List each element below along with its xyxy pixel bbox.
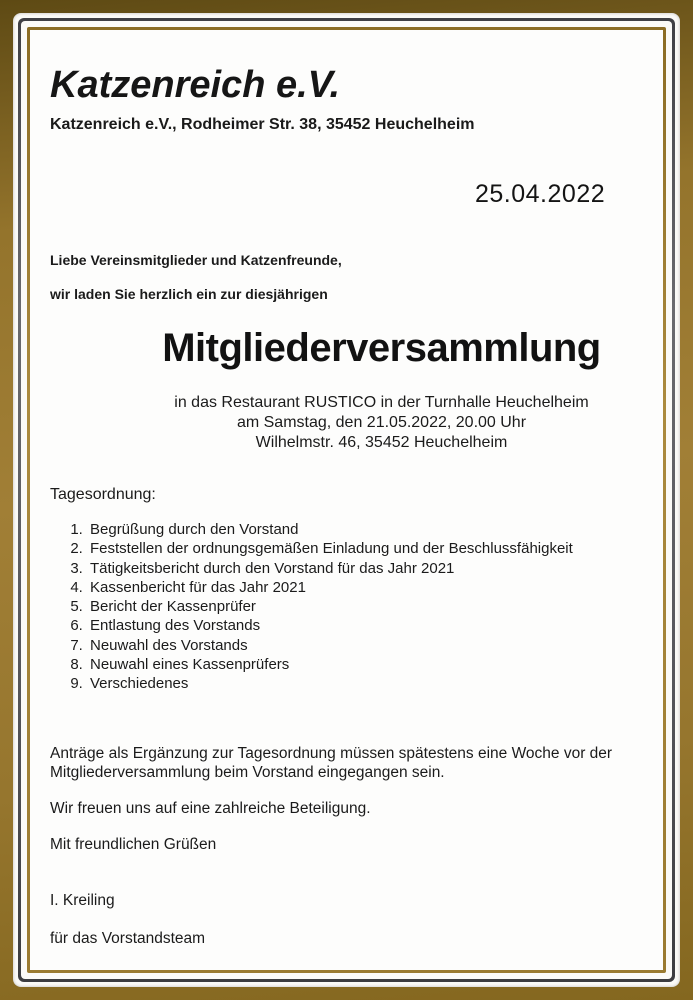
agenda-item: 5. Bericht der Kassenprüfer xyxy=(87,597,653,616)
agenda-item: 4. Kassenbericht für das Jahr 2021 xyxy=(87,578,653,597)
agenda-list xyxy=(50,520,653,694)
agenda-item: 7. Neuwahl des Vorstands xyxy=(87,636,653,655)
organization-address: Katzenreich e.V., Rodheimer Str. 38, 35452 Heuchelheim xyxy=(50,116,475,133)
agenda-item: 6. Entlastung des Vorstands xyxy=(87,616,653,635)
venue-details xyxy=(102,393,661,453)
amendments-note: Anträge als Ergänzung zur Tagesordnung müssen spätestens eine Woche vor der Mitgliederversammlung beim Vorstand eingegangen sein. xyxy=(50,745,613,781)
frame-white-band-outer xyxy=(13,13,680,987)
agenda-heading: Tagesordnung: xyxy=(50,486,156,503)
frame-gray-line xyxy=(18,18,675,982)
venue-datetime-line: am Samstag, den 21.05.2022, 20.00 Uhr xyxy=(236,414,527,431)
frame-gold-line xyxy=(27,27,666,973)
agenda-item: 3. Tätigkeitsbericht durch den Vorstand für das Jahr 2021 xyxy=(87,559,653,578)
agenda-item: 8. Neuwahl eines Kassenprüfers xyxy=(87,655,653,674)
signature-name: I. Kreiling xyxy=(50,892,115,909)
letter-page xyxy=(30,30,663,970)
meeting-title: Mitgliederversammlung xyxy=(162,326,601,370)
agenda-item: 2. Feststellen der ordnungsgemäßen Einladung und der Beschlussfähigkeit xyxy=(87,539,653,558)
signature-role: für das Vorstandsteam xyxy=(50,930,206,947)
intro-line: wir laden Sie herzlich ein zur diesjährigen xyxy=(50,286,328,302)
frame-white-band-inner xyxy=(21,21,672,979)
salutation-line: Liebe Vereinsmitglieder und Katzenfreunde, xyxy=(50,252,342,268)
venue-location-line: in das Restaurant RUSTICO in der Turnhalle Heuchelheim xyxy=(174,394,589,411)
venue-street-line: Wilhelmstr. 46, 35452 Heuchelheim xyxy=(255,434,508,451)
agenda-item: 9. Verschiedenes xyxy=(87,674,653,693)
agenda-item: 1. Begrüßung durch den Vorstand xyxy=(87,520,653,539)
organization-name: Katzenreich e.V. xyxy=(50,64,341,106)
letter-date: 25.04.2022 xyxy=(475,180,606,208)
closing-regards: Mit freundlichen Grüßen xyxy=(50,836,217,853)
participation-line: Wir freuen uns auf eine zahlreiche Beteiligung. xyxy=(50,800,371,817)
